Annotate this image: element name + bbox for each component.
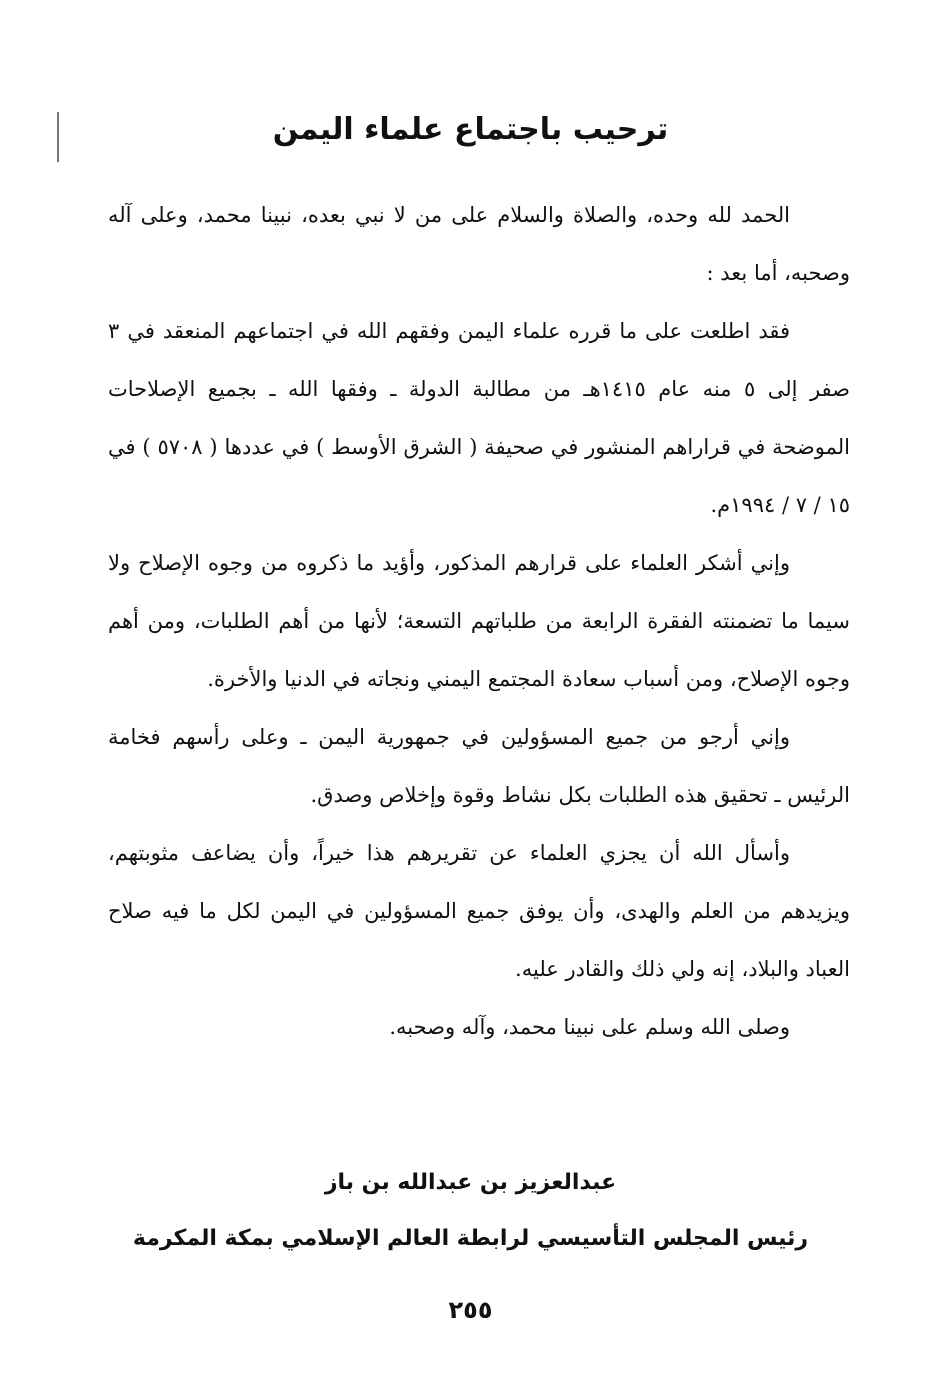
paragraph-request: وإني أرجو من جميع المسؤولين في جمهورية اليمن ـ وعلى رأسهم فخامة الرئيس ـ تحقيق هذه الطلبات بكل نشاط وقوة وإخلاص وصدق. xyxy=(108,725,850,807)
signature-title: رئيس المجلس التأسيسي لرابطة العالم الإسلامي بمكة المكرمة xyxy=(132,1226,809,1251)
paragraph-prayer: وأسأل الله أن يجزي العلماء عن تقريرهم هذا خيراً، وأن يضاعف مثوبتهم، ويزيدهم من العلم والهدى، وأن يوفق جميع المسؤولين في اليمن لكل ما فيه صلاح العباد والبلاد، إنه ولي ذلك والقادر عليه. xyxy=(108,841,850,981)
signature-block xyxy=(0,1155,941,1267)
paragraph-opening: الحمد لله وحده، والصلاة والسلام على من لا نبي بعده، نبينا محمد، وعلى آله وصحبه، أما بعد : xyxy=(108,203,850,285)
signature-name: عبدالعزيز بن عبدالله بن باز xyxy=(324,1170,617,1195)
page-number: ٢٥٥ xyxy=(448,1296,493,1324)
body-text xyxy=(108,186,850,1056)
page-title: ترحيب باجتماع علماء اليمن xyxy=(272,112,669,147)
paragraph-closing: وصلى الله وسلم على نبينا محمد، وآله وصحبه. xyxy=(389,1015,790,1039)
paragraph-review: فقد اطلعت على ما قرره علماء اليمن وفقهم الله في اجتماعهم المنعقد في ٣ صفر إلى ٥ منه عام ١٤١٥هـ من مطالبة الدولة ـ وفقها الله ـ بجميع الإصلاحات الموضحة في قراراهم المنشور في صحيفة ( الشرق الأوسط ) في عددها ( ٥٧٠٨ ) في ١٥ / ٧ / ١٩٩٤م. xyxy=(108,319,850,517)
paragraph-thanks: وإني أشكر العلماء على قرارهم المذكور، وأؤيد ما ذكروه من وجوه الإصلاح ولا سيما ما تضمنته الفقرة الرابعة من طلباتهم التسعة؛ لأنها من أهم الطلبات، ومن أهم وجوه الإصلاح، ومن أسباب سعادة المجتمع اليمني ونجاته في الدنيا والأخرة. xyxy=(108,551,850,691)
